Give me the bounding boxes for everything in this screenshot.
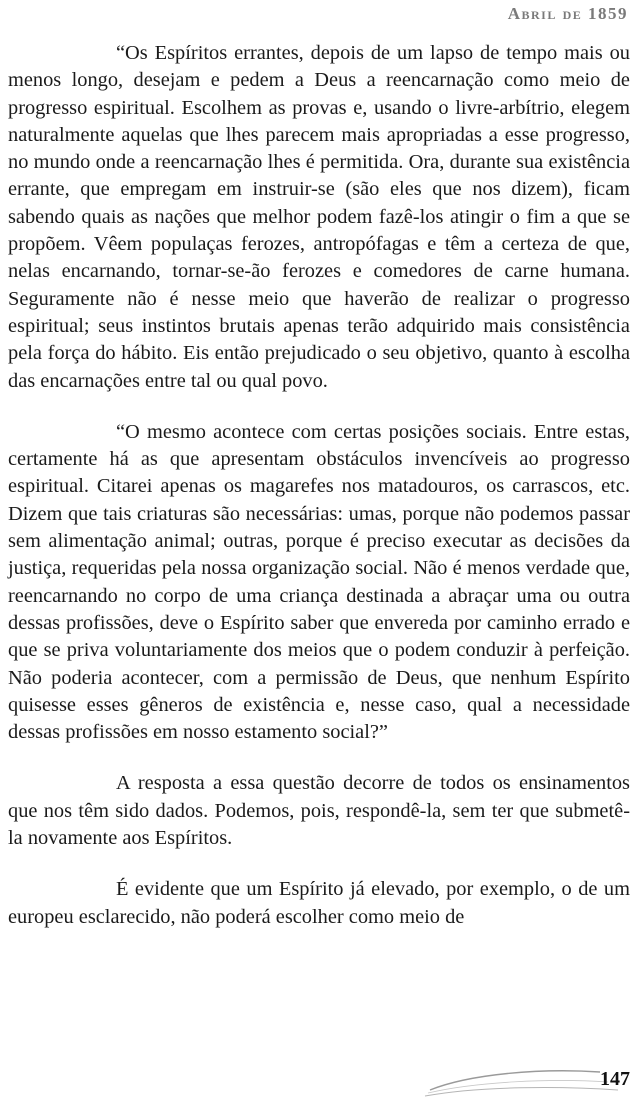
body-text (8, 40, 630, 955)
running-head-title: Abril de 1859 (507, 4, 628, 23)
page-footer (0, 1060, 636, 1103)
paragraph-4: É evidente que um Espírito já elevado, por exemplo, o de um europeu esclarecido, não poderá escolher como meio de (8, 878, 630, 928)
paragraph-3: A resposta a essa questão decorre de todos os ensinamentos que nos têm sido dados. Podemos, pois, respondê-la, sem ter que submetê-la novamente aos Espíritos. (8, 772, 630, 850)
swoosh-ornament-icon (0, 1060, 636, 1103)
paragraph-1: “Os Espíritos errantes, depois de um lapso de tempo mais ou menos longo, desejam e pedem a Deus a reencarnação como meio de progresso espiritual. Escolhem as provas e, usando o livre-arbítrio, elegem naturalmente aquelas que lhes parecem mais apropriadas a esse progresso, no mundo onde a reencarnação lhes é permitida. Ora, durante sua existência errante, que empregam em instruir-se (são eles que nos dizem), ficam sabendo quais as nações que melhor podem fazê-los atingir o fim a que se propõem. Vêem populaças ferozes, antropófagas e têm a certeza de que, nelas encarnando, tornar-se-ão ferozes e comedores de carne humana. Seguramente não é nesse meio que haverão de realizar o progresso espiritual; seus instintos brutais apenas terão adquirido mais consistência pela força do hábito. Eis então prejudicado o seu objetivo, quanto à escolha das encarnações entre tal ou qual povo. (8, 42, 630, 392)
page-number: 147 (600, 1068, 630, 1090)
paragraph-2: “O mesmo acontece com certas posições sociais. Entre estas, certamente há as que apresentam obstáculos invencíveis ao progresso espiritual. Citarei apenas os magarefes nos matadouros, os carrascos, etc. Dizem que tais criaturas são necessárias: umas, porque não podemos passar sem alimentação animal; outras, porque é preciso executar as decisões da justiça, requeridas pela nossa organização social. Não é menos verdade que, reencarnando no corpo de uma criança destinada a abraçar uma ou outra dessas profissões, deve o Espírito saber que envereda por caminho errado e que se priva voluntariamente dos meios que o podem conduzir à perfeição. Não poderia acontecer, com a permissão de Deus, que nenhum Espírito quisesse esses gêneros de existência e, nesse caso, qual a necessidade dessas profissões em nosso estamento social?” (8, 420, 630, 744)
